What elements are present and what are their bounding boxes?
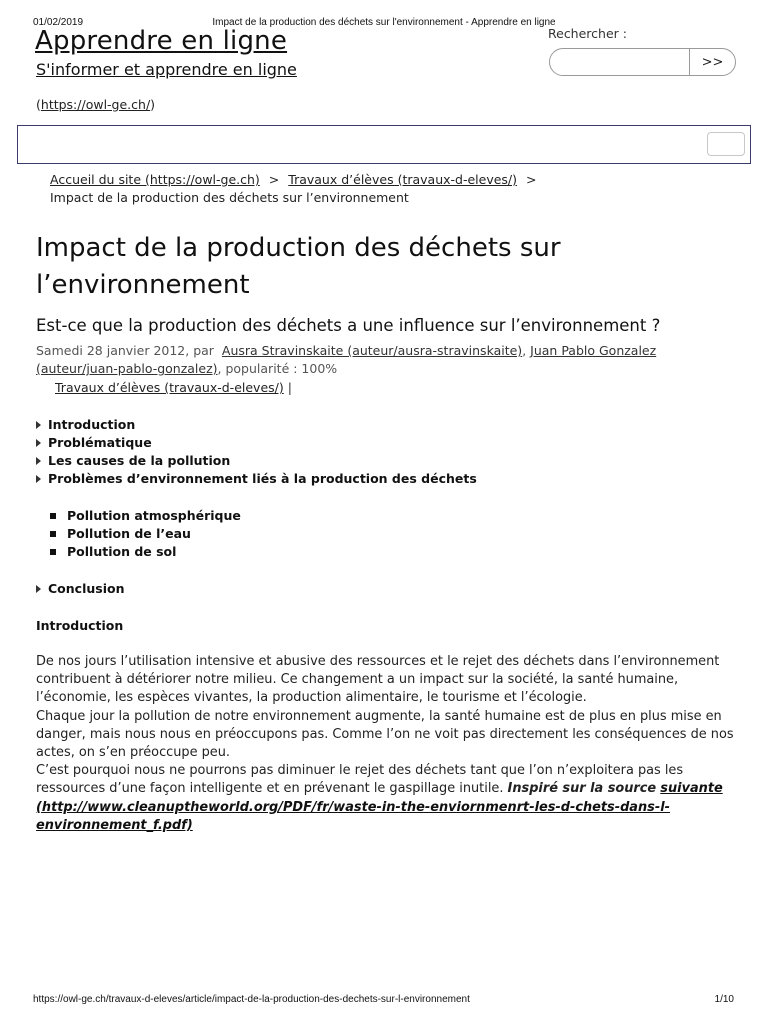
toc-subitem-atmospherique[interactable] bbox=[50, 508, 241, 523]
site-url-open: ( bbox=[36, 97, 41, 112]
breadcrumb-section-link[interactable]: Travaux d’élèves (travaux-d-eleves/) bbox=[288, 172, 518, 187]
paragraph-3 bbox=[36, 762, 736, 835]
source-prefix: Inspiré sur la source bbox=[507, 781, 657, 797]
toc-item-introduction[interactable] bbox=[36, 417, 135, 432]
square-bullet-icon bbox=[50, 549, 56, 555]
square-bullet-icon bbox=[50, 531, 56, 537]
article-date: Samedi 28 janvier 2012, par bbox=[36, 343, 214, 358]
category-link[interactable]: Travaux d’élèves (travaux-d-eleves/) bbox=[55, 380, 284, 395]
article-title: Impact de la production des déchets sur l’environnement bbox=[36, 233, 561, 300]
article-body bbox=[36, 653, 736, 835]
site-title-link[interactable]: Apprendre en ligne bbox=[35, 26, 288, 56]
site-url-link[interactable]: https://owl-ge.ch/ bbox=[40, 97, 151, 112]
triangle-bullet-icon bbox=[36, 457, 41, 465]
breadcrumb-home-link[interactable]: Accueil du site (https://owl-ge.ch) bbox=[50, 172, 260, 187]
paragraph-3-text: C’est pourquoi nous ne pourrons pas diminuer le rejet des déchets tant que l’on n’exploitera pas les ressources d’une façon intelligente et en prévenant le gaspillage inutile. bbox=[36, 763, 684, 797]
search-input[interactable] bbox=[558, 53, 690, 73]
triangle-bullet-icon bbox=[36, 439, 41, 447]
toc-item-label: Introduction bbox=[48, 417, 136, 432]
author-link-2[interactable]: Juan Pablo Gonzalez (auteur/juan-pablo-gonzalez) bbox=[36, 343, 657, 376]
source-link[interactable]: suivante (http://www.cleanuptheworld.org/PDF/fr/waste-in-the-enviornmenrt-les-d-chets-dans-l-environnement_f.pdf) bbox=[36, 781, 723, 833]
toc-subitem-label: Pollution atmosphérique bbox=[67, 508, 241, 523]
breadcrumb-separator: > bbox=[268, 172, 280, 187]
square-bullet-icon bbox=[50, 513, 56, 519]
breadcrumb bbox=[50, 171, 546, 207]
author-separator: , bbox=[522, 343, 527, 358]
paragraph-1: De nos jours l’utilisation intensive et abusive des ressources et le rejet des déchets dans l’environnement contribuent à détériorer notre milieu. Ce changement a un impact sur la société, la santé humaine, l’économie, les espèces vivantes, la production alimentaire, le tourisme et l’écologie. bbox=[36, 654, 720, 706]
breadcrumb-separator: > bbox=[526, 172, 537, 187]
breadcrumb-line-1 bbox=[50, 171, 546, 189]
toc-subitem-eau[interactable] bbox=[50, 526, 191, 541]
navigation-bar bbox=[17, 125, 751, 164]
site-tagline-link[interactable]: S'informer et apprendre en ligne bbox=[36, 60, 297, 79]
article-category bbox=[55, 380, 292, 395]
toc-item-problematique[interactable] bbox=[36, 435, 152, 450]
print-page-title: Impact de la production des déchets sur l'environnement - Apprendre en ligne bbox=[212, 17, 556, 28]
section-heading-introduction: Introduction bbox=[36, 618, 124, 633]
article-popularity: , popularité : 100% bbox=[217, 361, 338, 376]
toc-item-conclusion[interactable] bbox=[36, 581, 124, 596]
toc-item-label: Les causes de la pollution bbox=[48, 453, 231, 468]
triangle-bullet-icon bbox=[36, 421, 41, 429]
menu-toggle-button[interactable] bbox=[707, 132, 745, 156]
paragraph-2: Chaque jour la pollution de notre environnement augmente, la santé humaine est de plus en plus mise en danger, mais nous nous en préoccupons pas. Comme l’on ne voit pas directement les conséquences de nos actes, on s’en préoccupe peu. bbox=[36, 708, 734, 761]
search-form bbox=[549, 48, 736, 76]
toc-item-causes[interactable] bbox=[36, 453, 230, 468]
toc-item-label: Problèmes d’environnement liés à la production des déchets bbox=[48, 471, 477, 486]
toc-item-label: Problématique bbox=[48, 435, 152, 450]
article-subtitle: Est-ce que la production des déchets a une influence sur l’environnement ? bbox=[36, 316, 661, 335]
breadcrumb-current: Impact de la production des déchets sur l’environnement bbox=[50, 190, 409, 205]
site-url bbox=[36, 97, 155, 112]
toc-subitem-label: Pollution de sol bbox=[67, 544, 177, 559]
article-meta bbox=[36, 342, 736, 378]
print-footer bbox=[0, 994, 768, 1008]
toc-subitem-label: Pollution de l’eau bbox=[67, 526, 191, 541]
category-separator: | bbox=[283, 380, 292, 395]
site-url-close: ) bbox=[150, 97, 156, 112]
triangle-bullet-icon bbox=[36, 585, 41, 593]
author-link-1[interactable]: Ausra Stravinskaite (auteur/ausra-stravinskaite) bbox=[221, 343, 523, 358]
search-label: Rechercher : bbox=[548, 26, 627, 41]
print-url: https://owl-ge.ch/travaux-d-eleves/article/impact-de-la-production-des-dechets-sur-l-environnement bbox=[33, 994, 470, 1005]
print-page-number: 1/10 bbox=[714, 994, 734, 1005]
print-date: 01/02/2019 bbox=[33, 17, 84, 28]
search-submit-button[interactable]: >> bbox=[689, 49, 735, 75]
triangle-bullet-icon bbox=[36, 475, 41, 483]
toc-item-label: Conclusion bbox=[48, 581, 125, 596]
toc-item-problemes[interactable] bbox=[36, 471, 477, 486]
toc-subitem-sol[interactable] bbox=[50, 544, 176, 559]
